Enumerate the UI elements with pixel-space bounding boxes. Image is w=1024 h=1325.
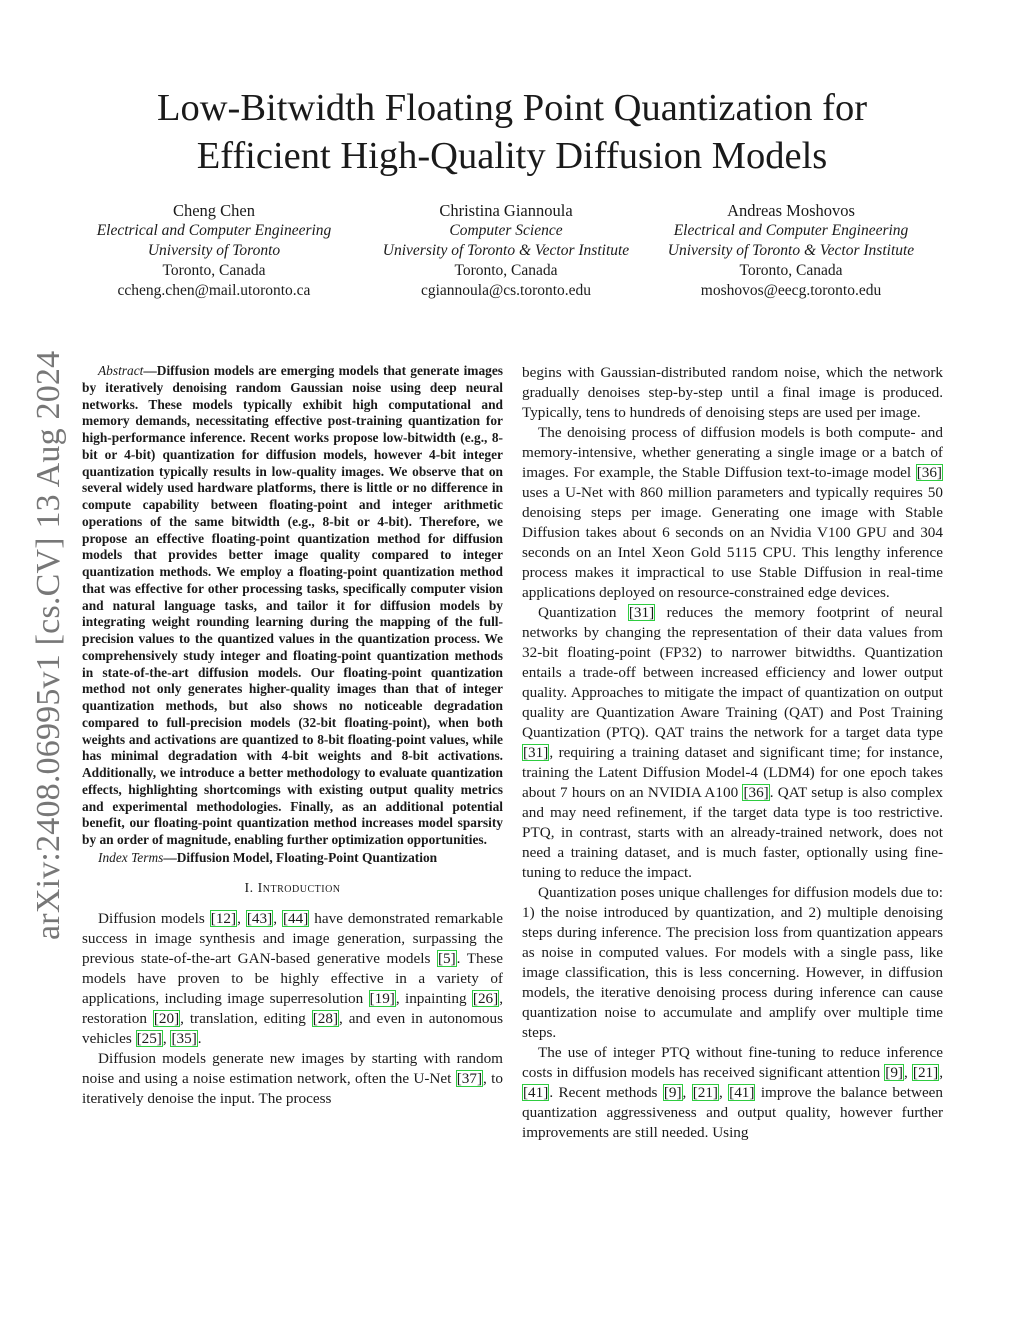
paragraph: begins with Gaussian-distributed random noise, which the network gradually denoises step-by-step until a final image is produced. Typically, tens to hundreds of denoising steps are used per image. xyxy=(522,364,943,421)
citation-link[interactable]: [41] xyxy=(523,1084,549,1101)
citation-link[interactable]: [25] xyxy=(136,1029,162,1047)
text: . xyxy=(197,1029,202,1047)
arxiv-identifier-stamp: arXiv:2408.06995v1 [cs.CV] 13 Aug 2024 xyxy=(30,350,67,941)
text: improve the balance between quantization aggressiveness and output quality, however further improvements are still needed. Using xyxy=(522,1084,944,1141)
text: , translation, editing xyxy=(180,1009,312,1027)
citation-link[interactable]: [36] xyxy=(743,784,769,801)
citation-link[interactable]: [41] xyxy=(729,1084,755,1101)
left-column xyxy=(82,363,503,1109)
citation-link[interactable]: [19] xyxy=(369,989,395,1007)
text: , xyxy=(273,909,282,927)
author-2 xyxy=(366,201,646,301)
author-3 xyxy=(651,201,931,301)
author-name: Christina Giannoula xyxy=(439,201,573,220)
text: , and even in autonomous vehicles xyxy=(82,1009,504,1047)
title-line-2: Efficient High-Quality Diffusion Models xyxy=(196,135,828,177)
index-terms-label: Index Terms xyxy=(98,849,164,865)
text: , xyxy=(682,1084,692,1101)
text: The denoising process of diffusion models is both compute- and memory-intensive, whether generating a single image or a batch of images. For example, the Stable Diffusion text-to-image model xyxy=(522,424,943,481)
title-line-1: Low-Bitwidth Floating Point Quantization for xyxy=(156,87,868,129)
text: Diffusion models generate new images by starting with random noise and using a noise estimation network, often the U-Net xyxy=(82,1049,503,1087)
author-1 xyxy=(82,201,346,301)
paragraph xyxy=(522,1043,943,1143)
citation-link[interactable]: [31] xyxy=(628,604,655,621)
citation-link[interactable]: [36] xyxy=(916,464,942,481)
author-email[interactable]: cgiannoula@cs.toronto.edu xyxy=(420,282,592,299)
paragraph xyxy=(522,603,943,883)
citation-link[interactable]: [20] xyxy=(153,1009,180,1027)
author-location: Toronto, Canada xyxy=(739,262,843,279)
author-block xyxy=(0,201,1024,311)
text: Diffusion models xyxy=(98,909,210,927)
citation-link[interactable]: [26] xyxy=(472,989,499,1007)
text: have demonstrated remarkable success in image synthesis and image generation, surpassing the previous state-of-the-art GAN-based generative models xyxy=(82,909,504,967)
index-terms-text: —Diffusion Model, Floating-Point Quantization xyxy=(163,849,438,865)
text: , xyxy=(939,1064,943,1081)
text: , inpainting xyxy=(395,989,472,1007)
author-name: Andreas Moshovos xyxy=(727,201,855,220)
text: . Recent methods xyxy=(549,1084,663,1101)
text: , to iteratively denoise the input. The process xyxy=(82,1069,503,1107)
author-location: Toronto, Canada xyxy=(162,262,266,279)
citation-link[interactable]: [9] xyxy=(663,1084,682,1101)
citation-link[interactable]: [31] xyxy=(523,744,549,761)
author-email[interactable]: moshovos@eecg.toronto.edu xyxy=(700,282,882,299)
author-department: Computer Science xyxy=(449,222,563,239)
index-terms xyxy=(82,849,503,866)
right-column xyxy=(522,363,943,1143)
paragraph xyxy=(82,1049,503,1109)
citation-link[interactable]: [43] xyxy=(246,909,273,927)
text: . QAT setup is also complex and may need refinement, if the target data type is too restrictive. PTQ, in contrast, starts with an already-trained network, does not need a training dataset, and is much faster, optionally using fine-tuning to reduce the impact. xyxy=(522,784,944,881)
text: , xyxy=(162,1029,171,1047)
citation-link[interactable]: [12] xyxy=(210,909,237,927)
citation-link[interactable]: [5] xyxy=(437,949,456,967)
citation-link[interactable]: [44] xyxy=(282,909,309,927)
author-affiliation: University of Toronto xyxy=(147,242,281,259)
section-heading: I. Introduction xyxy=(244,880,341,896)
citation-link[interactable]: [9] xyxy=(885,1064,903,1081)
author-affiliation: University of Toronto & Vector Institute xyxy=(667,242,915,259)
author-department: Electrical and Computer Engineering xyxy=(96,222,332,239)
text: uses a U-Net with 860 million parameters and typically requires 50 denoising steps per image. Generating one image with Stable Diffusion takes about 6 seconds on an Nvidia V100 GPU and 304 seconds on an Intel Xeon Gold 5115 CPU. This lengthy inference process makes it impractical to use Stable Diffusion in real-time applications deployed on resource-constrained edge devices. xyxy=(522,484,943,601)
text: , xyxy=(237,909,246,927)
citation-link[interactable]: [21] xyxy=(692,1084,718,1101)
paper-title xyxy=(60,84,964,180)
paragraph xyxy=(82,909,503,1049)
citation-link[interactable]: [28] xyxy=(312,1009,339,1027)
text: , requiring a training dataset and significant time; for instance, training the Latent Diffusion Model-4 (LDM4) for one epoch takes about 7 hours on an NVIDIA A100 xyxy=(522,744,943,801)
citation-link[interactable]: [35] xyxy=(171,1029,197,1047)
text: Quantization xyxy=(538,604,628,621)
citation-link[interactable]: [37] xyxy=(456,1069,483,1087)
text: , xyxy=(719,1084,729,1101)
abstract-label: Abstract xyxy=(98,363,144,378)
text: . These models have proven to be highly effective in a variety of applications, including image superresolution xyxy=(82,949,503,1007)
author-email[interactable]: ccheng.chen@mail.utoronto.ca xyxy=(117,282,311,299)
author-department: Electrical and Computer Engineering xyxy=(673,222,909,239)
text: , restoration xyxy=(82,989,503,1027)
paragraph xyxy=(522,423,943,603)
abstract-text: —Diffusion models are emerging models that generate images by iteratively denoising random Gaussian noise using deep neural networks. These models typically exhibit high computational and memory demands, necessitating effective post-training quantization for high-performance inference. Recent works propose low-bitwidth (e.g., 8-bit or 4-bit) quantization for diffusion models, however 4-bit integer quantization typically results in low-quality images. We observe that on several widely used hardware platforms, there is little or no difference in compute capability between floating-point and integer arithmetic operations of the same bitwidth (e.g., 8-bit or 4-bit). Therefore, we propose an effective floating-point quantization method for diffusion models that provides better image quality compared to integer quantization methods. We employ a floating-point quantization method that was effective for other processing tasks, specifically computer vision and natural language tasks, and tailor it for diffusion models by integrating weight rounding learning during the mapping of the full-precision values to the quantized values in the quantization process. We comprehensively study integer and floating-point quantization methods in state-of-the-art diffusion models. Our floating-point quantization method not only generates higher-quality images than that of integer quantization methods, but also shows no noticeable degradation compared to full-precision models (32-bit floating-point), when both weights and activations are quantized to 8-bit floating-point values, while has minimal degradation with 4-bit weights and 8-bit activations. Additionally, we introduce a better methodology to evaluate quantization effects, highlighting shortcomings with existing output quality metrics and experimental methodologies. Finally, as an additional potential benefit, our floating-point quantization method increases model sparsity by an order of magnitude, enabling further optimization opportunities. xyxy=(82,363,503,847)
author-location: Toronto, Canada xyxy=(454,262,558,279)
text: reduces the memory footprint of neural networks by changing the representation of their data values from 32-bit floating-point (FP32) to narrower bitwidths. Quantization entails a trade-off between increased efficiency and lower output quality. Approaches to mitigate the impact of quantization on output quality are Quantization Aware Training (QAT) and Post Training Quantization (PTQ). QAT trains the network for a target data type xyxy=(522,604,943,741)
text: The use of integer PTQ without fine-tuning to reduce inference costs in diffusion models has received significant attention xyxy=(522,1044,943,1081)
text: , xyxy=(904,1064,912,1081)
author-affiliation: University of Toronto & Vector Institute xyxy=(382,242,630,259)
author-name: Cheng Chen xyxy=(172,201,256,220)
paragraph: Quantization poses unique challenges for diffusion models due to: 1) the noise introduced by quantization, and 2) multiple denoising steps during inference. The precision loss from quantization appears as noise in computed values. For models with a single pass, like image classification, this is less concerning. However, in diffusion models, the iterative denoising process during inference can cause quantization noise to accumulate and amplify over multiple time steps. xyxy=(522,884,943,1041)
citation-link[interactable]: [21] xyxy=(912,1064,939,1081)
abstract xyxy=(82,363,503,849)
